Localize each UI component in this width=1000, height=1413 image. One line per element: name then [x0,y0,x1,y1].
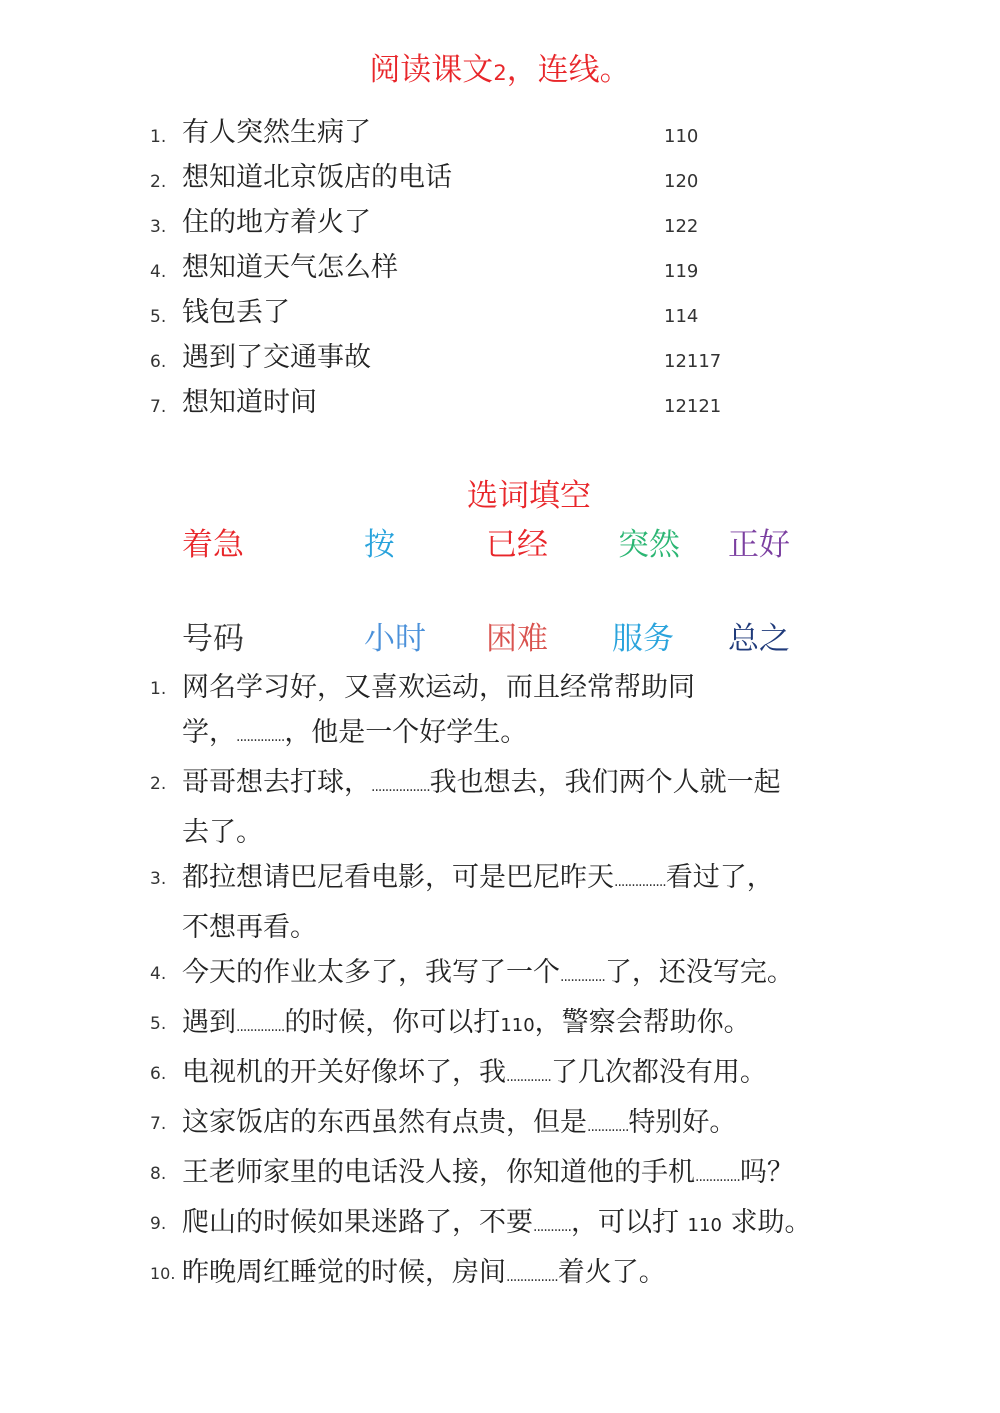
fill-item [150,1150,940,1200]
word-choice: 正好 [728,527,790,563]
item-number: 1. [150,679,167,699]
section1-title-text: 阅读课文 [369,52,494,88]
fill-item [150,1100,940,1150]
fill-item [150,950,940,1000]
item-number: 6. [150,352,167,372]
situation-text: 想知道时间 [182,387,317,418]
sentence-line [182,810,940,855]
sentence-text: 去了。 [182,817,263,848]
sentence-text: 着火了。 [557,1257,666,1288]
sentence-text: 哥哥想去打球， [182,767,371,798]
item-number: 5. [150,1014,167,1034]
sentence-line [182,665,940,710]
sentence-text: 都拉想请巴尼看电影，可是巴尼昨天 [182,862,614,893]
sentence-line [182,1150,940,1200]
item-number: 4. [150,964,167,984]
answer-blank[interactable]: ............. [695,1169,740,1185]
word-choice: 小时 [364,621,426,657]
item-number: 3. [150,869,167,889]
phone-number: 110 [500,1015,535,1036]
sentence-text: 了，还没写完。 [604,957,794,988]
sentence-text: ，警察会帮助你。 [534,1007,751,1038]
sentence-line [182,710,940,760]
sentence-line [182,1000,940,1050]
sentence-text: 昨晚周红睡觉的时候，房间 [182,1257,506,1288]
phone-number: 110 [687,1215,722,1236]
answer-blank[interactable]: .............. [236,1019,285,1035]
sentence-text: 不想再看。 [182,912,317,943]
answer-blank[interactable]: ............. [506,1069,551,1085]
item-number: 5. [150,307,167,327]
word-choice: 服务 [612,621,674,657]
item-number: 6. [150,1064,167,1084]
item-number: 4. [150,262,167,282]
word-choice: 总之 [728,621,790,657]
sentence-text: 遇到 [182,1007,236,1038]
answer-blank[interactable]: ........... [533,1219,571,1235]
sentence-text: 这家饭店的东西虽然有点贵，但是 [182,1107,587,1138]
matching-row [150,383,850,428]
section1-title-suffix: ，连线。 [506,52,631,88]
sentence-line [182,1100,940,1150]
situation-text: 有人突然生病了 [182,117,371,148]
sentence-line [182,1050,940,1100]
matching-row [150,158,850,203]
sentence-text: 爬山的时候如果迷路了，不要 [182,1207,533,1238]
sentence-line [182,760,940,810]
situation-text: 遇到了交通事故 [182,342,371,373]
sentence-text: 吗？ [739,1157,794,1188]
word-choice: 按 [364,527,395,563]
item-number: 2. [150,774,167,794]
sentence-line [182,855,940,905]
item-number: 9. [150,1214,167,1234]
sentence-text: 求助。 [721,1207,812,1238]
situation-text: 想知道天气怎么样 [182,252,398,283]
matching-row [150,113,850,158]
sentence-text: 看过了， [665,862,774,893]
item-number: 3. [150,217,167,237]
matching-row [150,203,850,248]
sentence-text: 网名学习好，又喜欢运动，而且经常帮助同 [182,672,695,703]
item-number: 10. [150,1264,176,1283]
phone-code: 119 [664,261,699,282]
section1-title-number: 2 [493,61,507,85]
word-choice: 着急 [182,527,244,563]
fill-item [150,1250,940,1300]
situation-text: 钱包丢了 [182,297,290,328]
fill-item [150,1050,940,1100]
sentence-text: 了几次都没有用。 [550,1057,767,1088]
matching-list [150,113,850,428]
fill-item [150,665,940,760]
answer-blank[interactable]: ............ [587,1119,629,1135]
phone-code: 122 [664,216,699,237]
word-choice: 困难 [486,621,548,657]
answer-blank[interactable]: ............. [560,969,605,985]
phone-code: 12117 [664,351,722,372]
sentence-line [182,905,940,950]
sentence-text: ，可以打 [570,1207,688,1238]
sentence-text: 的时候，你可以打 [284,1007,501,1038]
phone-code: 110 [664,126,699,147]
fill-item [150,855,940,950]
phone-code: 120 [664,171,699,192]
fill-item [150,1200,940,1250]
answer-blank[interactable]: .............. [236,729,285,745]
word-choice: 已经 [486,527,548,563]
answer-blank[interactable]: ............... [506,1269,558,1285]
sentence-line [182,1200,940,1250]
phone-code: 12121 [664,396,722,417]
item-number: 1. [150,127,167,147]
matching-row [150,248,850,293]
word-choice: 突然 [618,527,680,563]
sentence-text: ，他是一个好学生。 [284,717,528,748]
answer-blank[interactable]: ............... [614,874,666,890]
sentence-text: 电视机的开关好像坏了，我 [182,1057,506,1088]
sentence-text: 我也想去，我们两个人就一起 [429,767,781,798]
fill-in-list [150,665,940,1300]
matching-row [150,293,850,338]
answer-blank[interactable]: ................. [371,779,430,795]
fill-item [150,760,940,855]
situation-text: 住的地方着火了 [182,207,371,238]
phone-code: 114 [664,306,699,327]
sentence-text: 王老师家里的电话没人接，你知道他的手机 [182,1157,695,1188]
sentence-line [182,1250,940,1300]
sentence-text: 学， [182,717,236,748]
fill-item [150,1000,940,1050]
word-choice: 号码 [182,621,244,657]
item-number: 7. [150,1114,167,1134]
section1-title [0,48,1000,95]
item-number: 7. [150,397,167,417]
section2-title: 选词填空 [467,478,591,514]
item-number: 8. [150,1164,167,1184]
situation-text: 想知道北京饭店的电话 [182,162,452,193]
sentence-text: 今天的作业太多了，我写了一个 [182,957,560,988]
matching-row [150,338,850,383]
sentence-line [182,950,940,1000]
sentence-text: 特别好。 [628,1107,737,1138]
item-number: 2. [150,172,167,192]
